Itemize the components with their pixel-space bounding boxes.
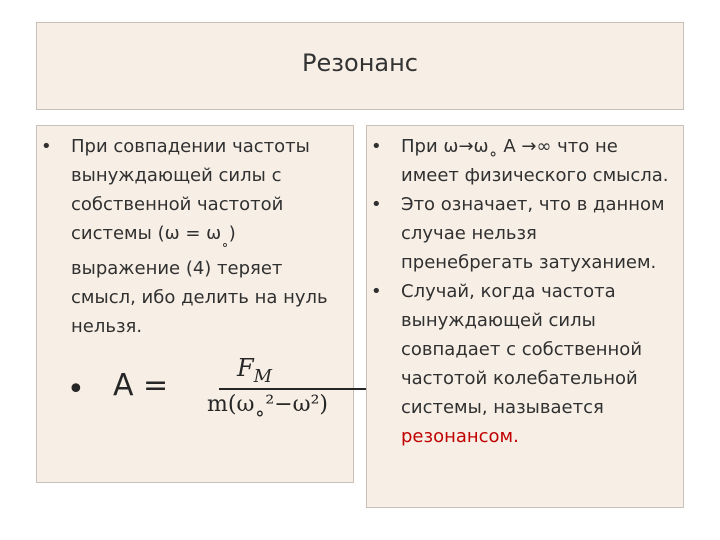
bullet-icon: •: [67, 372, 85, 407]
numerator-subscript: M: [253, 365, 273, 387]
right-bullet-item: [371, 132, 683, 190]
text-line: собственной частотой: [71, 194, 284, 215]
text-line: совпадает с собственной: [401, 339, 643, 360]
numerator-base: F: [237, 354, 254, 382]
bullet-icon: •: [371, 281, 382, 302]
text-line: пренебрегать затуханием.: [401, 252, 657, 273]
amplitude-formula: [67, 354, 357, 434]
formula-denominator: m(ω˳²−ω²): [207, 392, 328, 417]
right-bullet-list: [371, 132, 683, 451]
text-line: нельзя.: [71, 315, 143, 337]
resonance-highlight: резонансом.: [401, 426, 519, 447]
text-line: вынуждающей силы: [401, 310, 596, 331]
text-line: вынуждающей силы с: [71, 165, 282, 186]
text-line: смысл, ибо делить на нуль: [71, 286, 328, 308]
formula-numerator: [237, 354, 272, 387]
text-line: выражение (4) теряет: [71, 257, 283, 279]
text-line: Случай, когда частота: [401, 281, 616, 302]
text-line: системы, называется: [401, 397, 604, 418]
text-line: При совпадении частоты: [71, 136, 310, 157]
text-fragment: системы (ω = ω: [71, 223, 222, 244]
text-line: При ω→ω˳ А →∞ что не: [401, 136, 618, 157]
left-bullet-list: [41, 132, 351, 341]
left-content-box: [36, 125, 354, 483]
bullet-icon: •: [41, 136, 52, 157]
left-bullet-item: [41, 132, 351, 341]
right-bullet-item: [371, 277, 683, 451]
text-line: имеет физического смысла.: [401, 165, 669, 186]
degree-subscript: ˳: [221, 229, 229, 248]
text-line: Это означает, что в данном: [401, 194, 665, 215]
text-fragment: ): [228, 223, 236, 244]
formula-lhs: A =: [113, 368, 169, 403]
slide-title: Резонанс: [302, 49, 418, 77]
right-content-box: [366, 125, 684, 508]
bullet-icon: •: [371, 136, 382, 157]
fraction-bar: [219, 388, 371, 390]
bullet-icon: •: [371, 194, 382, 215]
title-box: [36, 22, 684, 110]
text-line: [71, 219, 351, 254]
text-line: частотой колебательной: [401, 368, 638, 389]
right-bullet-item: [371, 190, 683, 277]
text-line: случае нельзя: [401, 223, 537, 244]
